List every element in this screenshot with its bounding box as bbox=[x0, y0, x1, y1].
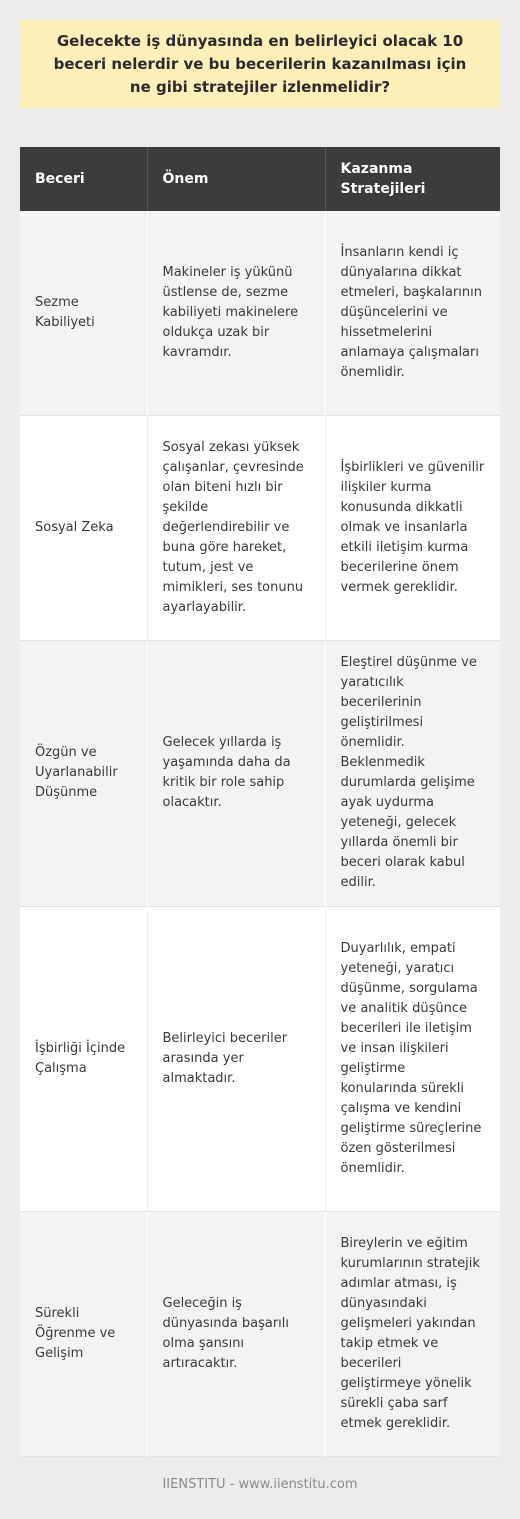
importance-cell: Gelecek yıllarda iş yaşamında daha da kritik bir role sahip olacaktır. bbox=[147, 640, 325, 906]
table-row bbox=[20, 1211, 500, 1456]
importance-cell: Geleceğin iş dünyasında başarılı olma şansını artıracaktır. bbox=[147, 1211, 325, 1456]
importance-cell: Belirleyici beceriler arasında yer almaktadır. bbox=[147, 906, 325, 1211]
strategy-cell: İşbirlikleri ve güvenilir ilişkiler kurma konusunda dikkatli olmak ve insanlarla etkili iletişim kurma becerilerine önem vermek gereklidir. bbox=[325, 415, 500, 640]
strategy-cell: Eleştirel düşünme ve yaratıcılık becerilerinin geliştirilmesi önemlidir. Beklenmedik durumlarda gelişime ayak uydurma yeteneği, gelecek yıllarda önemli bir beceri olarak kabul edilir. bbox=[325, 640, 500, 906]
column-header-strategy: Kazanma Stratejileri bbox=[325, 147, 500, 211]
column-header-importance: Önem bbox=[147, 147, 325, 211]
table-row bbox=[20, 906, 500, 1211]
strategy-cell: Bireylerin ve eğitim kurumlarının stratejik adımlar atması, iş dünyasındaki gelişmeleri yakından takip etmek ve becerileri geliştirmeye yönelik sürekli çaba sarf etmek gereklidir. bbox=[325, 1211, 500, 1456]
table-header-row bbox=[20, 147, 500, 211]
skill-cell: Özgün ve Uyarlanabilir Düşünme bbox=[20, 640, 147, 906]
footer-credit: IIENSTITU - www.iienstitu.com bbox=[162, 1477, 358, 1492]
importance-cell: Makineler iş yükünü üstlense de, sezme kabiliyeti makinelere oldukça uzak bir kavramdır. bbox=[147, 211, 325, 415]
page-title: Gelecekte iş dünyasında en belirleyici olacak 10 beceri nelerdir ve bu becerilerin kazanılması için ne gibi stratejiler izlenmelidir? bbox=[20, 20, 500, 108]
strategy-cell: Duyarlılık, empati yeteneği, yaratıcı düşünme, sorgulama ve analitik düşünce becerileri ile iletişim ve insan ilişkileri geliştirme konularında sürekli çalışma ve kendini geliştirme süreçlerine özen gösterilmesi önemlidir. bbox=[325, 906, 500, 1211]
skill-cell: Sezme Kabiliyeti bbox=[20, 211, 147, 415]
importance-cell: Sosyal zekası yüksek çalışanlar, çevresinde olan biteni hızlı bir şekilde değerlendirebilir ve buna göre hareket, tutum, jest ve mimikleri, ses tonunu ayarlayabilir. bbox=[147, 415, 325, 640]
table-row bbox=[20, 640, 500, 906]
skills-table bbox=[20, 147, 500, 1457]
skill-cell: Sürekli Öğrenme ve Gelişim bbox=[20, 1211, 147, 1456]
column-header-skill: Beceri bbox=[20, 147, 147, 211]
table-row bbox=[20, 211, 500, 415]
strategy-cell: İnsanların kendi iç dünyalarına dikkat etmeleri, başkalarının düşüncelerini ve hissetmelerini anlamaya çalışmaları önemlidir. bbox=[325, 211, 500, 415]
table-row bbox=[20, 415, 500, 640]
skill-cell: İşbirliği İçinde Çalışma bbox=[20, 906, 147, 1211]
skill-cell: Sosyal Zeka bbox=[20, 415, 147, 640]
